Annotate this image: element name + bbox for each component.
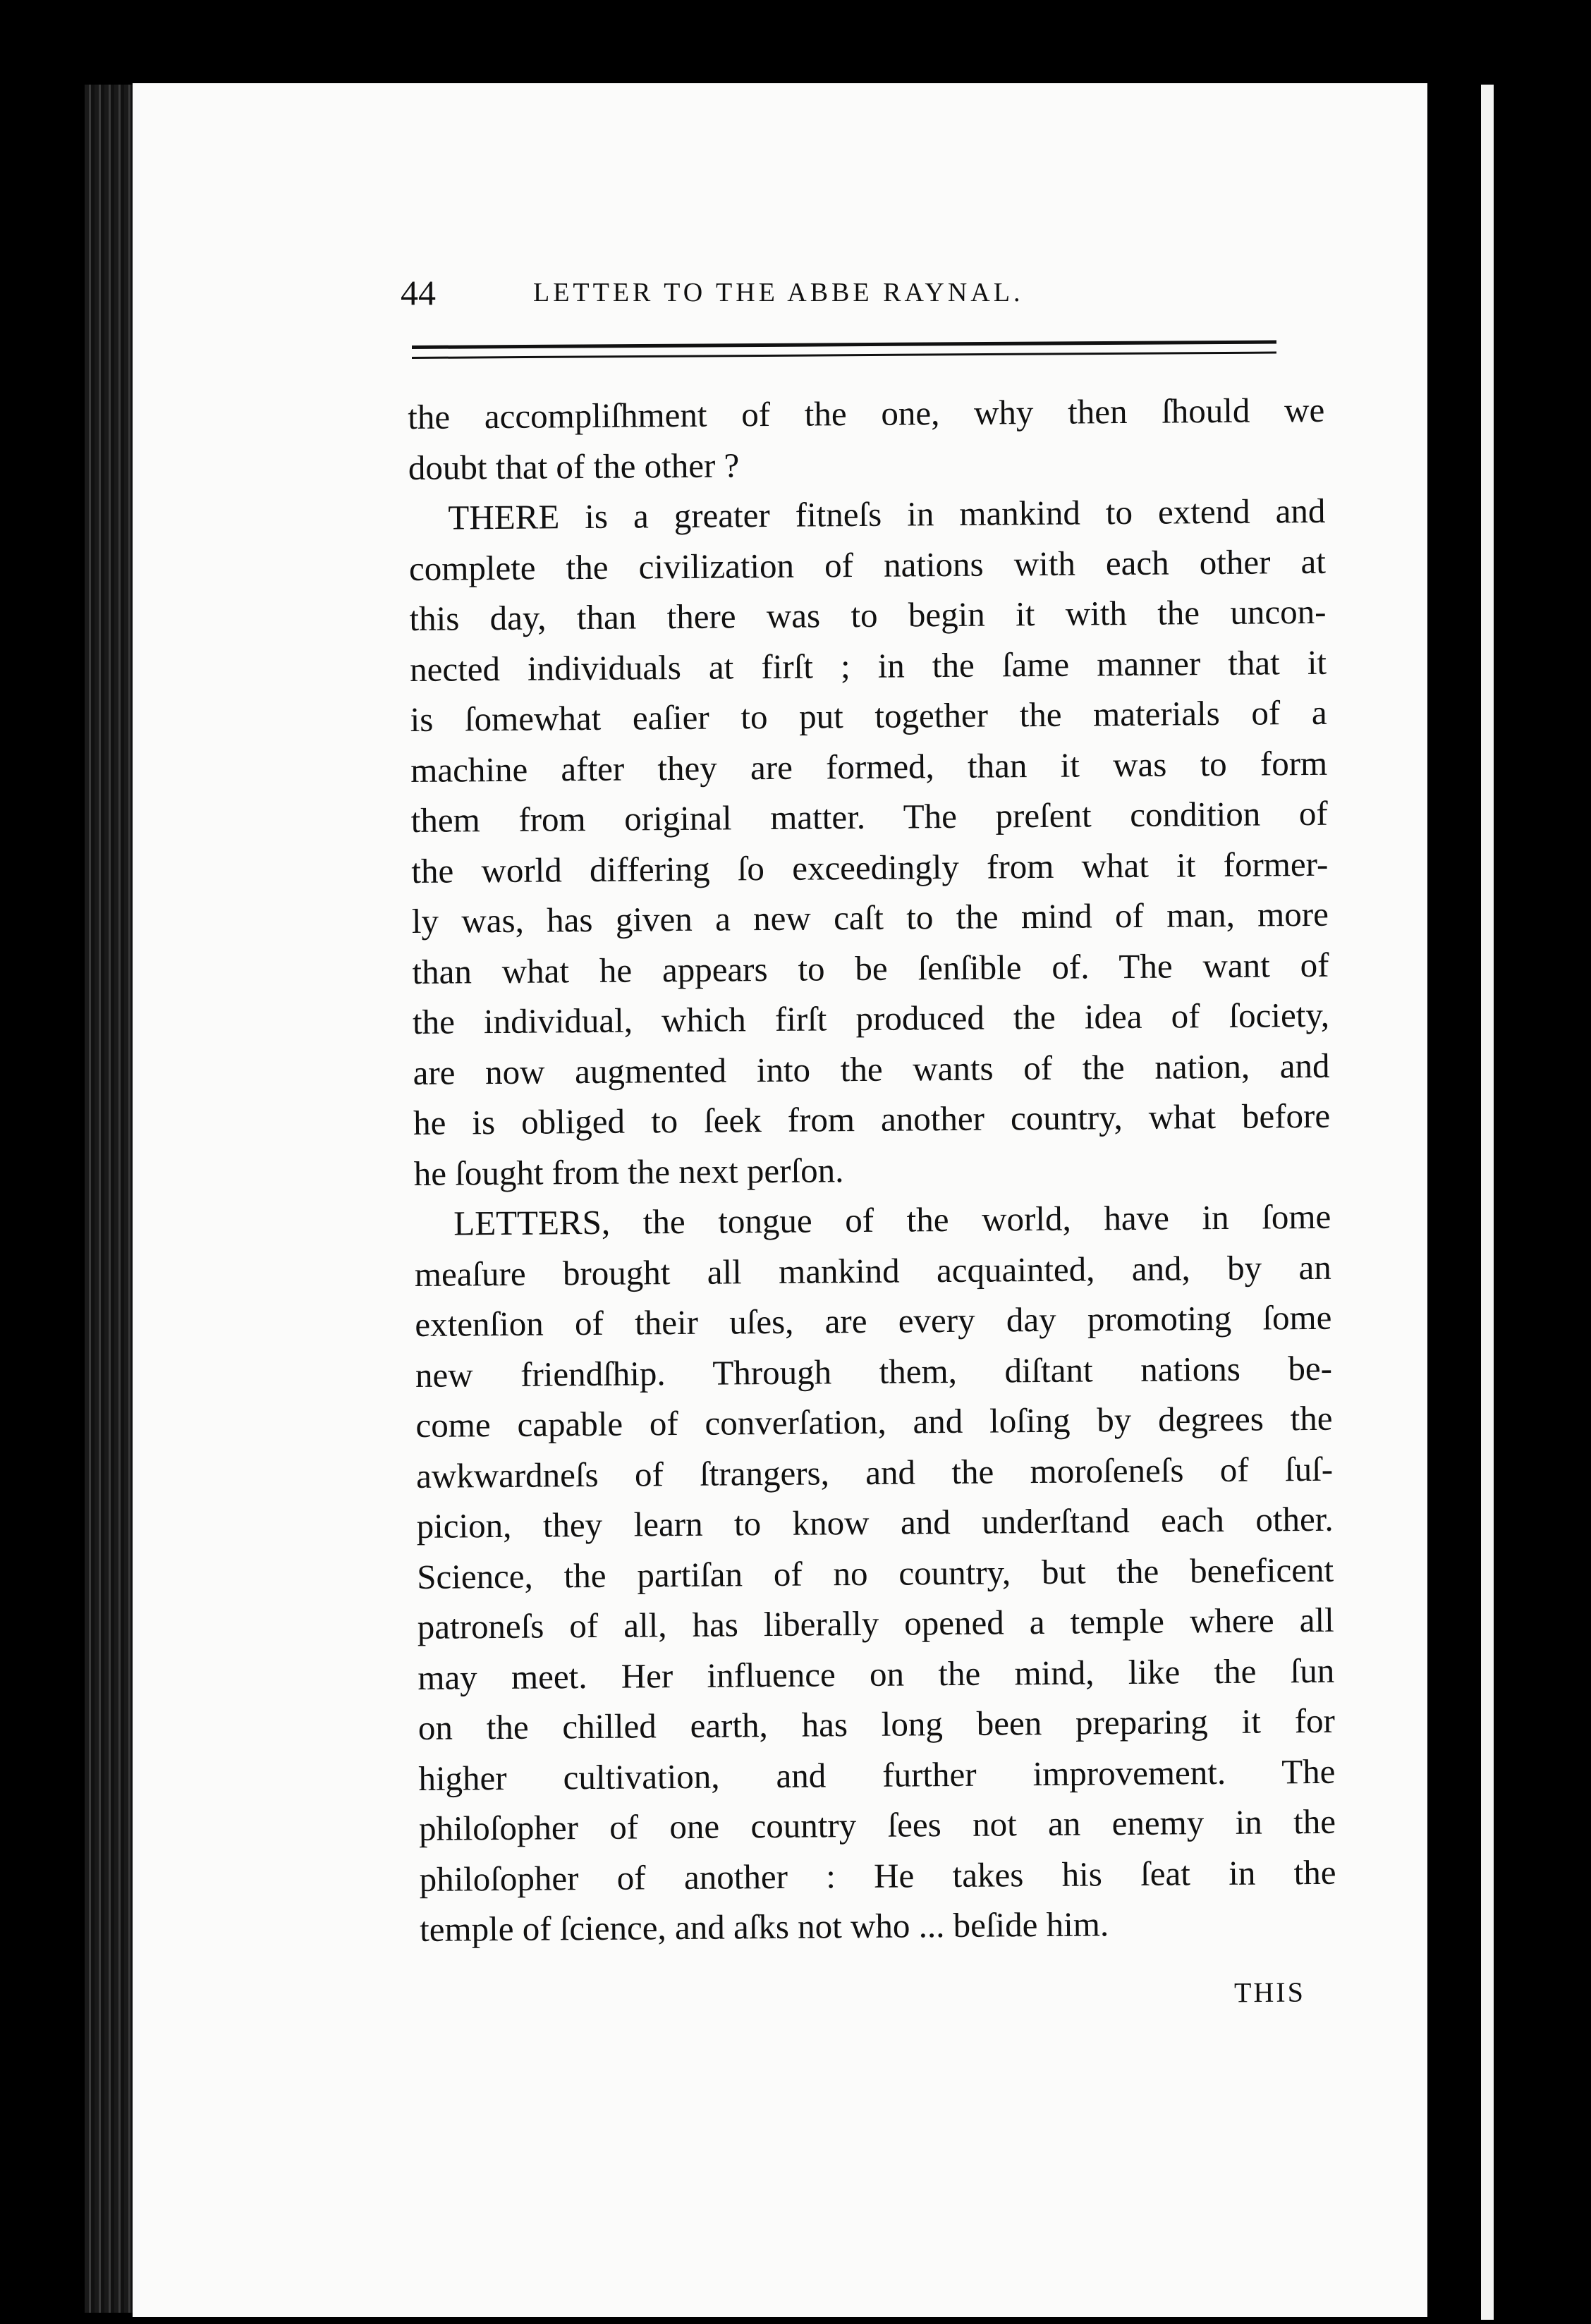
- page-header: [401, 268, 1289, 317]
- catchword: THIS: [1233, 1976, 1306, 2009]
- text-line: on the chilled earth, has long been preparing it for: [417, 1701, 1336, 1747]
- text-line: than what he appears to be ſenſible of. The want of: [412, 945, 1329, 991]
- text-line: Science, the partiſan of no country, but the beneficent: [416, 1550, 1334, 1596]
- text-line: awkwardneſs of ſtrangers, and the moroſeneſs of ſuſ-: [415, 1449, 1334, 1496]
- text-line: nected individuals at firſt ; in the ſame manner that it: [409, 642, 1327, 689]
- text-line: philoſopher of one country ſees not an enemy in the: [418, 1802, 1336, 1848]
- body-text: [408, 385, 1336, 1955]
- text-line: them from original matter. The preſent condition of: [410, 793, 1328, 840]
- text-line: higher cultivation, and further improvement. The: [418, 1751, 1336, 1798]
- text-line: he ſought from the next perſon.: [413, 1150, 844, 1193]
- text-line: the accompliſhment of the one, why then ſhould we: [408, 390, 1325, 436]
- facing-page-edge: [1481, 85, 1494, 2320]
- text-line: meaſure brought all mankind acquainted, and, by an: [414, 1247, 1332, 1294]
- text-line: this day, than there was to begin it with the uncon-: [409, 592, 1327, 638]
- text-line: doubt that of the other ?: [408, 445, 740, 487]
- text-line: patroneſs of all, has liberally opened a temple where all: [417, 1600, 1334, 1646]
- text-line: come capable of converſation, and loſing by degrees the: [415, 1398, 1333, 1445]
- text-line: are now augmented into the wants of the nation, and: [413, 1046, 1330, 1092]
- text-line: philoſopher of another : He takes his ſeat in the: [419, 1852, 1336, 1899]
- text-line: complete the civilization of nations with each other at: [408, 542, 1327, 588]
- text-line: THERE is a greater fitneſs in mankind to extend and: [448, 491, 1326, 537]
- text-line: extenſion of their uſes, are every day promoting ſome: [415, 1297, 1332, 1344]
- text-line: new friendſhip. Through them, diſtant nations be-: [415, 1348, 1333, 1395]
- text-line: ly was, has given a new caſt to the mind of man, more: [411, 894, 1329, 941]
- text-line: the individual, which firſt produced the idea of ſociety,: [412, 995, 1330, 1041]
- text-line: the world differing ſo exceedingly from what it former-: [411, 844, 1329, 891]
- text-line: may meet. Her influence on the mind, like the ſun: [417, 1651, 1335, 1697]
- page-number: 44: [401, 273, 436, 312]
- text-line: picion, they learn to know and underſtand each other.: [416, 1499, 1334, 1546]
- text-line: he is obliged to ſeek from another country, what before: [413, 1096, 1331, 1142]
- text-line: temple of ſcience, and aſks not who ... beſide him.: [419, 1904, 1109, 1949]
- text-line: machine after they are formed, than it was to form: [410, 743, 1328, 790]
- scan-border: [1427, 78, 1591, 2324]
- book-spine: [85, 85, 134, 2313]
- text-line: LETTERS, the tongue of the world, have in ſome: [453, 1197, 1331, 1243]
- text-line: is ſomewhat eaſier to put together the materials of a: [410, 692, 1327, 739]
- running-title: LETTER TO THE ABBE RAYNAL.: [533, 278, 1024, 307]
